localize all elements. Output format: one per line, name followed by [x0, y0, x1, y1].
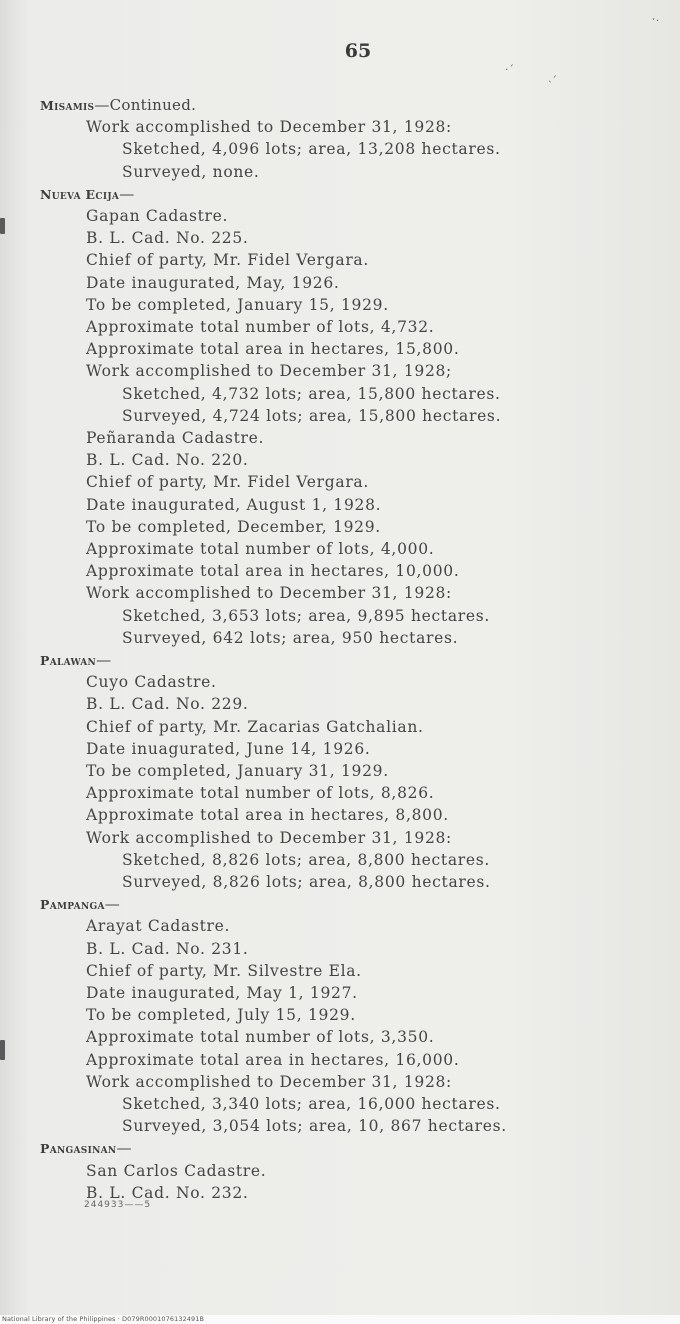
entry-line: To be completed, December, 1929.: [86, 517, 381, 536]
scan-edge-mark: [0, 218, 5, 234]
entry-line: Arayat Cadastre.: [86, 917, 231, 936]
entry-line: Date inaugurated, May 1, 1927.: [86, 984, 358, 1002]
entry-line: Approximate total number of lots, 4,000.: [86, 540, 435, 558]
region-heading: [40, 893, 120, 915]
scan-speck: ˴ˊ: [548, 74, 558, 87]
region-heading: [40, 183, 135, 205]
scan-credit-strip: [0, 1315, 680, 1324]
entry-line: Approximate total area in hectares, 15,800.: [86, 340, 460, 359]
region-suffix: —: [96, 651, 112, 669]
entry-line: B. L. Cad. No. 229.: [86, 695, 249, 714]
entry-line: Approximate total area in hectares, 16,000.: [86, 1050, 460, 1069]
work-detail-line: Sketched, 8,826 lots; area, 8,800 hectares.: [122, 850, 491, 869]
entry-line: Chief of party, Mr. Fidel Vergara.: [86, 473, 370, 492]
entry-line: Chief of party, Mr. Fidel Vergara.: [86, 251, 370, 270]
work-detail-line: Sketched, 4,732 lots; area, 15,800 hectares.: [122, 384, 501, 403]
entry-line: To be completed, July 15, 1929.: [86, 1006, 356, 1025]
entry-line: Approximate total number of lots, 8,826.: [86, 784, 435, 803]
entry-line: San Carlos Cadastre.: [86, 1161, 267, 1180]
region-suffix: —: [104, 895, 121, 914]
region-suffix: —: [116, 1139, 132, 1158]
entry-line: B. L. Cad. No. 225.: [86, 229, 249, 248]
scan-credit-text: National Library of the Philippines · D079R0001076132491B: [2, 1315, 205, 1323]
region-name: Nueva Ecija: [40, 186, 120, 202]
work-detail-line: Surveyed, 3,054 lots; area, 10, 867 hectares.: [122, 1117, 507, 1136]
work-detail-line: Surveyed, none.: [122, 162, 260, 181]
work-detail-line: Surveyed, 4,724 lots; area, 15,800 hectares.: [122, 406, 502, 425]
entry-line: To be completed, January 15, 1929.: [86, 295, 389, 314]
region-name: Pampanga: [40, 897, 105, 913]
region-name: Palawan: [40, 653, 97, 668]
region-name: Pangasinan: [40, 1141, 117, 1157]
entry-line: Work accomplished to December 31, 1928:: [86, 118, 452, 137]
scan-edge-mark: [0, 1040, 5, 1060]
region-heading: [40, 1137, 132, 1159]
page-number: 65: [344, 40, 372, 62]
entry-line: Date inuagurated, June 14, 1926.: [86, 739, 371, 758]
region-suffix: —: [119, 184, 135, 203]
entry-line: Chief of party, Mr. Zacarias Gatchalian.: [86, 717, 424, 736]
entry-line: Gapan Cadastre.: [86, 207, 229, 225]
work-detail-line: Sketched, 3,340 lots; area, 16,000 hectares.: [122, 1095, 501, 1113]
entry-line: Peñaranda Cadastre.: [86, 429, 265, 447]
entry-line: Approximate total area in hectares, 10,000.: [86, 562, 460, 581]
region-suffix: —Continued.: [94, 96, 197, 114]
entry-line: Approximate total area in hectares, 8,800.: [86, 806, 449, 825]
work-detail-line: Sketched, 4,096 lots; area, 13,208 hectares.: [122, 140, 501, 159]
scan-speck: ˑ·: [652, 14, 660, 27]
entry-line: Work accomplished to December 31, 1928:: [86, 584, 452, 603]
region-name: Misamis: [40, 98, 95, 113]
entry-line: Work accomplished to December 31, 1928:: [86, 1072, 452, 1091]
work-detail-line: Sketched, 3,653 lots; area, 9,895 hectares.: [122, 606, 491, 625]
entry-line: Approximate total number of lots, 4,732.: [86, 318, 435, 336]
entry-line: Cuyo Cadastre.: [86, 673, 217, 692]
work-detail-line: Surveyed, 642 lots; area, 950 hectares.: [122, 628, 459, 647]
entry-line: B. L. Cad. No. 232.: [86, 1183, 249, 1202]
entry-line: To be completed, January 31, 1929.: [86, 762, 389, 780]
entry-line: Date inaugurated, August 1, 1928.: [86, 495, 382, 514]
entry-line: B. L. Cad. No. 220.: [86, 451, 249, 470]
region-heading: [40, 649, 111, 671]
entry-line: B. L. Cad. No. 231.: [86, 939, 249, 958]
scan-speck: ·ˊ: [505, 63, 514, 76]
entry-line: Chief of party, Mr. Silvestre Ela.: [86, 961, 362, 980]
work-detail-line: Surveyed, 8,826 lots; area, 8,800 hectares.: [122, 873, 491, 891]
footer-printer-code: 244933——5: [84, 1200, 152, 1210]
region-heading: [40, 94, 196, 116]
entry-line: Date inaugurated, May, 1926.: [86, 273, 340, 292]
entry-line: Work accomplished to December 31, 1928;: [86, 362, 452, 381]
entry-line: Work accomplished to December 31, 1928:: [86, 828, 452, 847]
entry-line: Approximate total number of lots, 3,350.: [86, 1028, 435, 1047]
